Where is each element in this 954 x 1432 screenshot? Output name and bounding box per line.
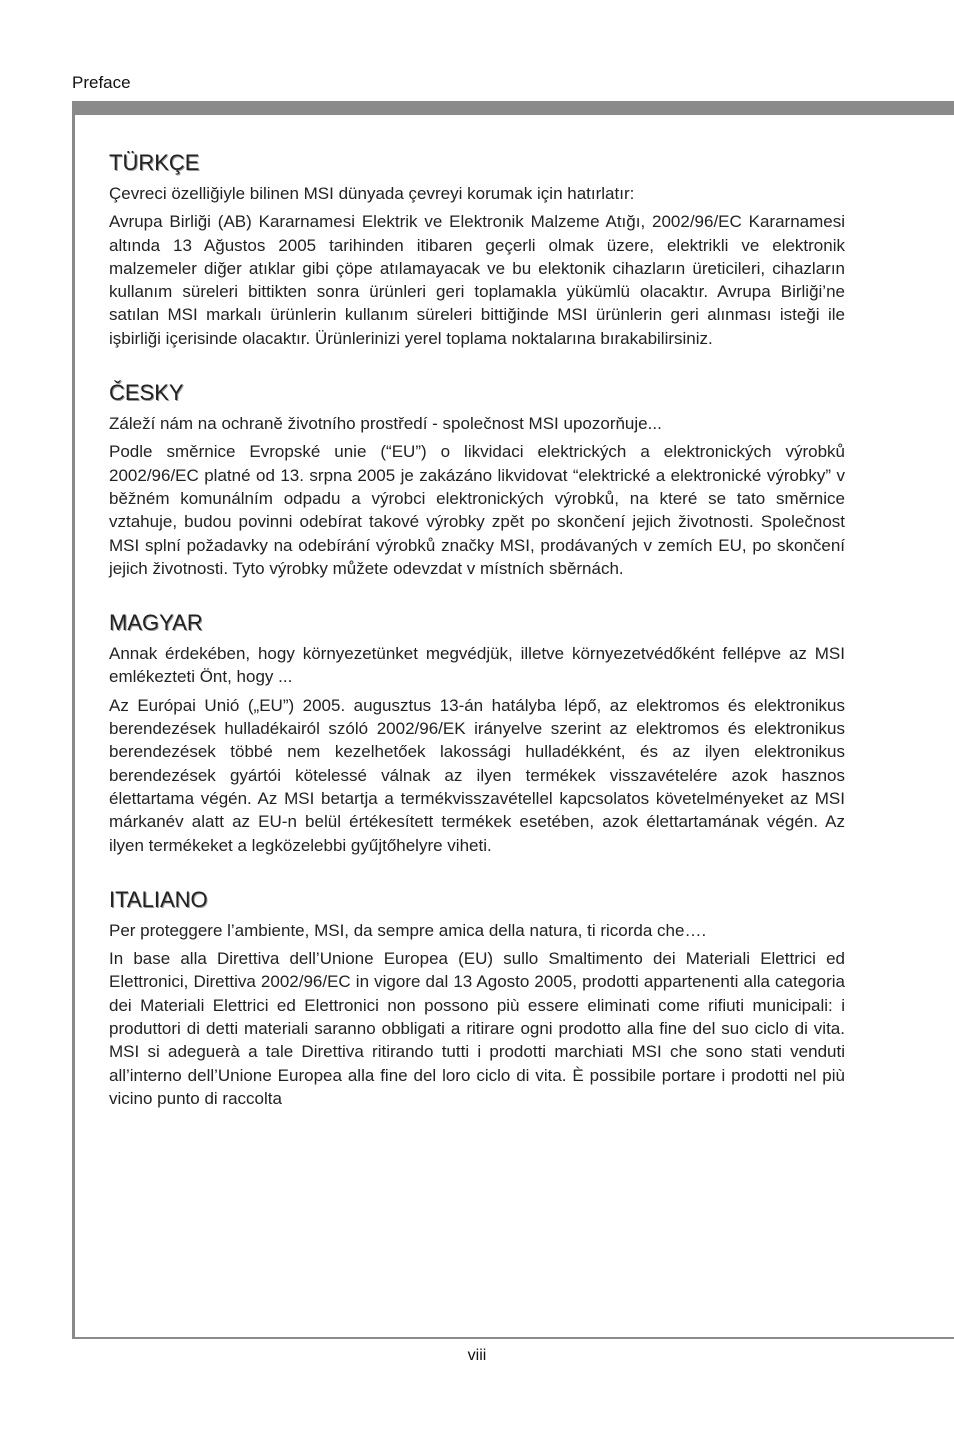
section-title: MAGYAR xyxy=(109,610,203,636)
section-intro: Çevreci özelliğiyle bilinen MSI dünyada çevreyi korumak için hatırlatır: xyxy=(109,184,635,203)
section-title: TÜRKÇE xyxy=(109,150,200,175)
page-content xyxy=(109,150,845,1140)
left-margin-rule xyxy=(72,101,75,1339)
header-bar xyxy=(72,101,954,115)
section-magyar xyxy=(109,610,845,857)
section-intro: Záleží nám na ochraně životního prostředí - společnost MSI upozorňuje... xyxy=(109,414,662,434)
section-body: Avrupa Birliği (AB) Kararnamesi Elektrik ve Elektronik Malzeme Atığı, 2002/96/EC Kararnamesi altında 13 Ağustos 2005 tarihinden itibaren geçerli olmak üzere, elektrikli ve elektronik malzemeler diğer atıklar gibi çöpe atılamayacak ve bu elektonik cihazların üreticileri, cihazların kullanım süreleri bittikten sonra ürünleri geri toplamakla yükümlü olacaktır. Avrupa Birliği’ne satılan MSI markalı ürünlerin kullanım süreleri bittiğinde MSI ürünlerin geri alınması isteği ile işbirliği içerisinde olacaktır. Ürünlerinizi yerel toplama noktalarına bırakabilirsiniz. xyxy=(109,212,845,348)
section-title: ČESKY xyxy=(109,380,184,406)
bottom-rule xyxy=(72,1337,954,1339)
section-body: In base alla Direttiva dell’Unione Europea (EU) sullo Smaltimento dei Materiali Elettrici ed Elettronici, Direttiva 2002/96/EC in vigore dal 13 Agosto 2005, prodotti appartenenti alla categoria dei Materiali Elettrici ed Elettronici non possono più essere eliminati come rifiuti municipali: i produttori di detti materiali saranno obbligati a ritirare ogni prodotto alla fine del suo ciclo di vita. MSI si adeguerà a tale Direttiva ritirando tutti i prodotti marchiati MSI che sono stati venduti all’interno dell’Unione Europea alla fine del loro ciclo di vita. È possibile portare i prodotti nel più vicino punto di raccolta xyxy=(109,949,845,1108)
page-number: viii xyxy=(467,1347,487,1364)
section-intro: Annak érdekében, hogy környezetünket megvédjük, illetve környezetvédőként fellépve az MSI emlékezteti Önt, hogy ... xyxy=(109,644,845,687)
section-title: ITALIANO xyxy=(109,886,208,912)
section-italiano xyxy=(109,887,845,1110)
section-intro: Per proteggere l’ambiente, MSI, da sempre amica della natura, ti ricorda che…. xyxy=(109,920,707,940)
page-header-label: Preface xyxy=(72,73,131,92)
section-cesky xyxy=(109,380,845,580)
section-body: Az Európai Unió („EU”) 2005. augusztus 13-án hatályba lépő, az elektromos és elektronikus berendezések hulladékairól szóló 2002/96/EK irányelve szerint az elektromos és elektronikus berendezések többé nem kezelhetőek lakossági hulladékként, és az ilyen elektronikus berendezések gyártói kötelessé válnak az ilyen termékek visszavételére azok hasznos élettartama végén. Az MSI betartja a termékvisszavétellel kapcsolatos követelményeket az MSI márkanév alatt az EU-n belül értékesített termékek esetében, azok élettartamának végén. Az ilyen termékeket a legközelebbi gyűjtőhelyre viheti. xyxy=(109,695,845,855)
section-body: Podle směrnice Evropské unie (“EU”) o likvidaci elektrických a elektronických výrobků 2002/96/EC platné od 13. srpna 2005 je zakázáno likvidovat “elektrické a elektronické výrobky” v běžném komunálním odpadu a výrobci elektronických výrobků, na které se tato směrnice vztahuje, budou povinni odebírat takové výrobky zpět po skončení jejich životnosti. Společnost MSI splní požadavky na odebírání výrobků značky MSI, prodávaných v zemích EU, po skončení jejich životnosti. Tyto výrobky můžete odevzdat v místních sběrnách. xyxy=(109,442,845,578)
section-turkce xyxy=(109,150,845,350)
